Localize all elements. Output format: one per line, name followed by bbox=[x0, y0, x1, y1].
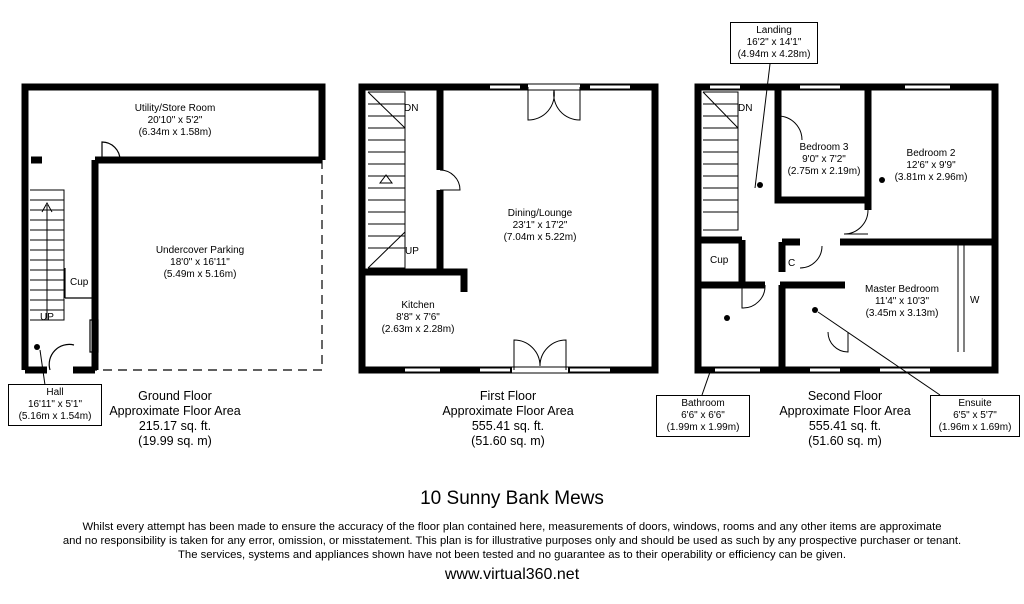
landing-light bbox=[757, 182, 763, 188]
first-floor-area bbox=[428, 389, 588, 449]
room-metric: (1.96m x 1.69m) bbox=[938, 422, 1012, 433]
room-metric: (2.75m x 2.19m) bbox=[787, 166, 861, 177]
bathroom-light bbox=[724, 315, 730, 321]
kitchen-label bbox=[370, 300, 466, 336]
room-imperial: 11'4" x 10'3" bbox=[874, 296, 930, 307]
room-metric: (4.94m x 4.28m) bbox=[737, 49, 811, 60]
wardrobe-w-mark: W bbox=[970, 295, 980, 306]
room-metric: (7.04m x 5.22m) bbox=[503, 232, 577, 243]
room-name: Dining/Lounge bbox=[507, 208, 573, 219]
disclaimer bbox=[20, 520, 1004, 562]
room-imperial: 23'1" x 17'2" bbox=[512, 220, 568, 231]
room-name: Ensuite bbox=[958, 398, 992, 409]
room-name: Master Bedroom bbox=[865, 284, 939, 295]
room-imperial: 16'11" x 5'1" bbox=[27, 399, 83, 410]
first-floor-stairs bbox=[368, 92, 405, 268]
disclaimer-line: and no responsibility is taken for any error, omission, or misstatement. This plan is for illustrative purposes only and should be used as such by any prospective purchaser or tenant. bbox=[62, 535, 962, 547]
room-name: Bedroom 3 bbox=[799, 142, 849, 153]
floor-area-sqm: (19.99 sq. m) bbox=[138, 434, 212, 448]
bedroom3-label bbox=[780, 142, 868, 178]
room-imperial: 12'6" x 9'9" bbox=[906, 160, 956, 171]
first-up-mark: UP bbox=[405, 246, 419, 257]
room-name: Bathroom bbox=[681, 398, 725, 409]
parking-label bbox=[130, 245, 270, 281]
second-floor-stairs bbox=[703, 92, 738, 230]
room-name: Kitchen bbox=[401, 300, 435, 311]
website-url: www.virtual360.net bbox=[444, 566, 580, 583]
property-title: 10 Sunny Bank Mews bbox=[420, 488, 604, 509]
disclaimer-line: The services, systems and appliances shown have not been tested and no guarantee as to their operability or efficiency can be given. bbox=[178, 549, 846, 561]
room-metric: (3.81m x 2.96m) bbox=[894, 172, 968, 183]
room-imperial: 16'2" x 14'1" bbox=[746, 37, 802, 48]
ground-hall-light bbox=[34, 344, 40, 350]
second-floor-fine bbox=[710, 85, 964, 372]
ground-up-mark: UP bbox=[40, 312, 54, 323]
room-imperial: 6'5" x 5'7" bbox=[953, 410, 997, 421]
floor-area-sqft: 215.17 sq. ft. bbox=[138, 419, 212, 433]
room-name: Utility/Store Room bbox=[134, 103, 216, 114]
room-imperial: 6'6" x 6'6" bbox=[681, 410, 725, 421]
room-metric: (6.34m x 1.58m) bbox=[138, 127, 212, 138]
landing-callout bbox=[730, 22, 818, 64]
floor-name: First Floor bbox=[479, 389, 537, 403]
second-cup-mark: Cup bbox=[710, 255, 729, 266]
ground-floor-area bbox=[95, 389, 255, 449]
room-imperial: 18'0" x 16'11" bbox=[170, 257, 230, 268]
first-dn-mark: DN bbox=[404, 103, 419, 114]
room-imperial: 9'0" x 7'2" bbox=[802, 154, 846, 165]
floor-area-sqm: (51.60 sq. m) bbox=[471, 434, 545, 448]
floor-area-label: Approximate Floor Area bbox=[109, 404, 241, 418]
ground-cup-mark: Cup bbox=[70, 277, 89, 288]
bedroom2-label bbox=[875, 148, 987, 184]
room-metric: (3.45m x 3.13m) bbox=[865, 308, 939, 319]
second-floor-area bbox=[765, 389, 925, 449]
ground-floor-stairs bbox=[30, 190, 64, 320]
disclaimer-line: Whilst every attempt has been made to ensure the accuracy of the floor plan contained here, measurements of doors, windows, rooms and any other items are approximate bbox=[82, 521, 942, 533]
bathroom-callout bbox=[656, 395, 750, 437]
room-name: Hall bbox=[46, 387, 64, 398]
room-metric: (5.49m x 5.16m) bbox=[163, 269, 237, 280]
room-metric: (1.99m x 1.99m) bbox=[666, 422, 740, 433]
room-name: Undercover Parking bbox=[155, 245, 245, 256]
ensuite-callout bbox=[930, 395, 1020, 437]
floor-area-sqft: 555.41 sq. ft. bbox=[808, 419, 882, 433]
room-name: Landing bbox=[756, 25, 792, 36]
ensuite-light bbox=[812, 307, 818, 313]
floor-name: Second Floor bbox=[807, 389, 883, 403]
dining-lounge-label bbox=[480, 208, 600, 244]
room-imperial: 20'10" x 5'2" bbox=[147, 115, 203, 126]
room-name: Bedroom 2 bbox=[906, 148, 956, 159]
room-metric: (2.63m x 2.28m) bbox=[381, 324, 455, 335]
cupboard-c-mark: C bbox=[788, 258, 796, 269]
room-imperial: 8'8" x 7'6" bbox=[396, 312, 440, 323]
second-floor-walls bbox=[698, 87, 995, 370]
room-metric: (5.16m x 1.54m) bbox=[18, 411, 92, 422]
floor-area-sqft: 555.41 sq. ft. bbox=[471, 419, 545, 433]
floor-area-label: Approximate Floor Area bbox=[779, 404, 911, 418]
floor-name: Ground Floor bbox=[138, 389, 212, 403]
utility-room-label bbox=[100, 103, 250, 139]
master-bedroom-label bbox=[848, 284, 956, 320]
second-dn-mark: DN bbox=[738, 103, 753, 114]
floor-area-sqm: (51.60 sq. m) bbox=[808, 434, 882, 448]
hall-callout bbox=[8, 384, 102, 426]
floor-area-label: Approximate Floor Area bbox=[442, 404, 574, 418]
second-floor-openings bbox=[710, 87, 950, 370]
